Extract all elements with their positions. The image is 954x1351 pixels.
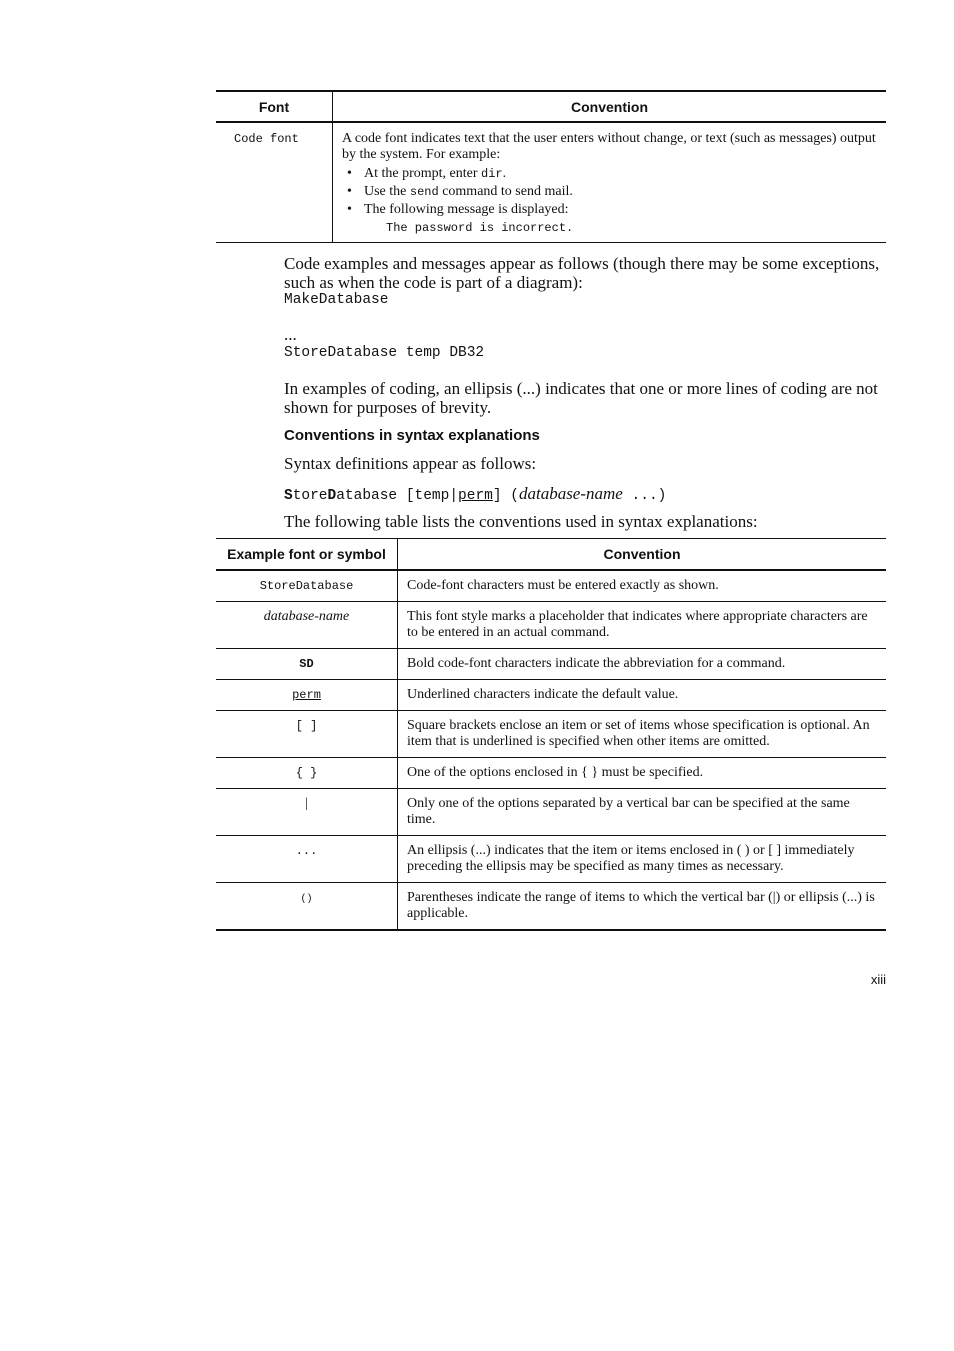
example-list [342, 165, 877, 237]
column-header-convention: Convention [398, 539, 887, 571]
symbol-square-brackets: [ ] [295, 719, 318, 733]
syntax-default-value: perm [458, 488, 493, 504]
syntax-text: ...) [622, 488, 667, 504]
table-row [216, 789, 886, 836]
table-row [216, 711, 886, 758]
convention-cell [333, 122, 887, 243]
syntax-conventions-table [216, 538, 886, 931]
symbol-placeholder: database-name [263, 609, 350, 624]
bullet-text: command to send mail. [438, 184, 573, 199]
symbol-cell [216, 649, 398, 680]
table-row [216, 680, 886, 711]
bullet-text: The following message is displayed: [364, 202, 569, 217]
symbol-vertical-bar: | [305, 796, 308, 811]
code-example-line1: MakeDatabase [284, 292, 389, 308]
convention-cell: This font style marks a placeholder that indicates where appropriate characters are to be entered in an actual command. [398, 602, 887, 649]
convention-cell: Square brackets enclose an item or set of items whose specification is optional. An item that is underlined is specified when other items are omitted. [398, 711, 887, 758]
syntax-placeholder: database-name [518, 484, 623, 503]
column-header-font: Font [216, 91, 333, 122]
table-row [216, 570, 886, 602]
font-conventions-table [216, 90, 886, 243]
symbol-curly-braces: { } [295, 766, 318, 780]
symbol-bold-code: SD [299, 657, 314, 671]
inline-code: send [409, 185, 439, 199]
table-row [216, 758, 886, 789]
code-font-label: Code font [234, 132, 299, 146]
symbol-cell [216, 602, 398, 649]
convention-cell: An ellipsis (...) indicates that the item or items enclosed in ( ) or [ ] immediately preceding the ellipsis may be specified as many times as necessary. [398, 836, 887, 883]
syntax-text: ] ( [492, 488, 519, 504]
convention-cell: Parentheses indicate the range of items to which the vertical bar (|) or ellipsis (...) is applicable. [407, 890, 875, 921]
column-header-example: Example font or symbol [216, 539, 398, 571]
message-example: The password is incorrect. [386, 221, 574, 235]
list-item [364, 165, 877, 183]
list-item [364, 201, 877, 237]
symbol-cell [216, 758, 398, 789]
symbol-cell [216, 680, 398, 711]
syntax-text: atabase [temp| [336, 488, 459, 504]
ellipsis-paragraph: In examples of coding, an ellipsis (...) indicates that one or more lines of coding are not shown for purposes of brevity. [284, 379, 878, 417]
symbol-parentheses: () [300, 894, 313, 905]
syntax-text: tore [292, 488, 328, 504]
page-number: xiii [870, 972, 886, 987]
table-row [216, 602, 886, 649]
section-heading: Conventions in syntax explanations [284, 427, 540, 444]
convention-cell: One of the options enclosed in { } must be specified. [398, 758, 887, 789]
symbol-underlined: perm [292, 688, 321, 702]
convention-cell: Bold code-font characters indicate the abbreviation for a command. [398, 649, 887, 680]
table-row [216, 649, 886, 680]
symbol-cell [216, 711, 398, 758]
syntax-abbrev-letter: D [327, 488, 337, 504]
symbol-cell [216, 789, 398, 836]
bullet-text: At the prompt, enter [364, 166, 482, 181]
convention-cell: Code-font characters must be entered exactly as shown. [398, 570, 887, 602]
table-row [216, 122, 886, 243]
code-example-ellipsis: ... [284, 325, 297, 344]
code-font-description: A code font indicates text that the user enters without change, or text (such as messages) output by the system. For example: [342, 131, 876, 162]
bullet-text: . [502, 166, 507, 181]
syntax-intro-paragraph: Syntax definitions appear as follows: [284, 454, 537, 473]
syntax-abbrev-letter: S [284, 488, 293, 504]
symbol-cell [216, 836, 398, 883]
symbol-code-font: StoreDatabase [259, 579, 354, 593]
convention-cell: Underlined characters indicate the default value. [398, 680, 887, 711]
symbol-cell [216, 883, 398, 931]
list-item [364, 183, 877, 201]
symbol-ellipsis: ... [295, 844, 318, 858]
font-name-cell [216, 122, 333, 243]
bullet-text: Use the [364, 184, 410, 199]
syntax-definition [284, 484, 886, 504]
intro-paragraph: Code examples and messages appear as follows (though there may be some exceptions, such as when the code is part of a diagram): [284, 254, 880, 292]
table-row [216, 883, 886, 931]
table2-intro-paragraph: The following table lists the conventions used in syntax explanations: [284, 512, 758, 531]
table-row [216, 836, 886, 883]
symbol-cell [216, 570, 398, 602]
inline-code: dir [481, 167, 503, 181]
convention-cell: Only one of the options separated by a vertical bar can be specified at the same time. [398, 789, 887, 836]
code-example-line2: StoreDatabase temp DB32 [284, 345, 485, 361]
column-header-convention: Convention [333, 91, 887, 122]
